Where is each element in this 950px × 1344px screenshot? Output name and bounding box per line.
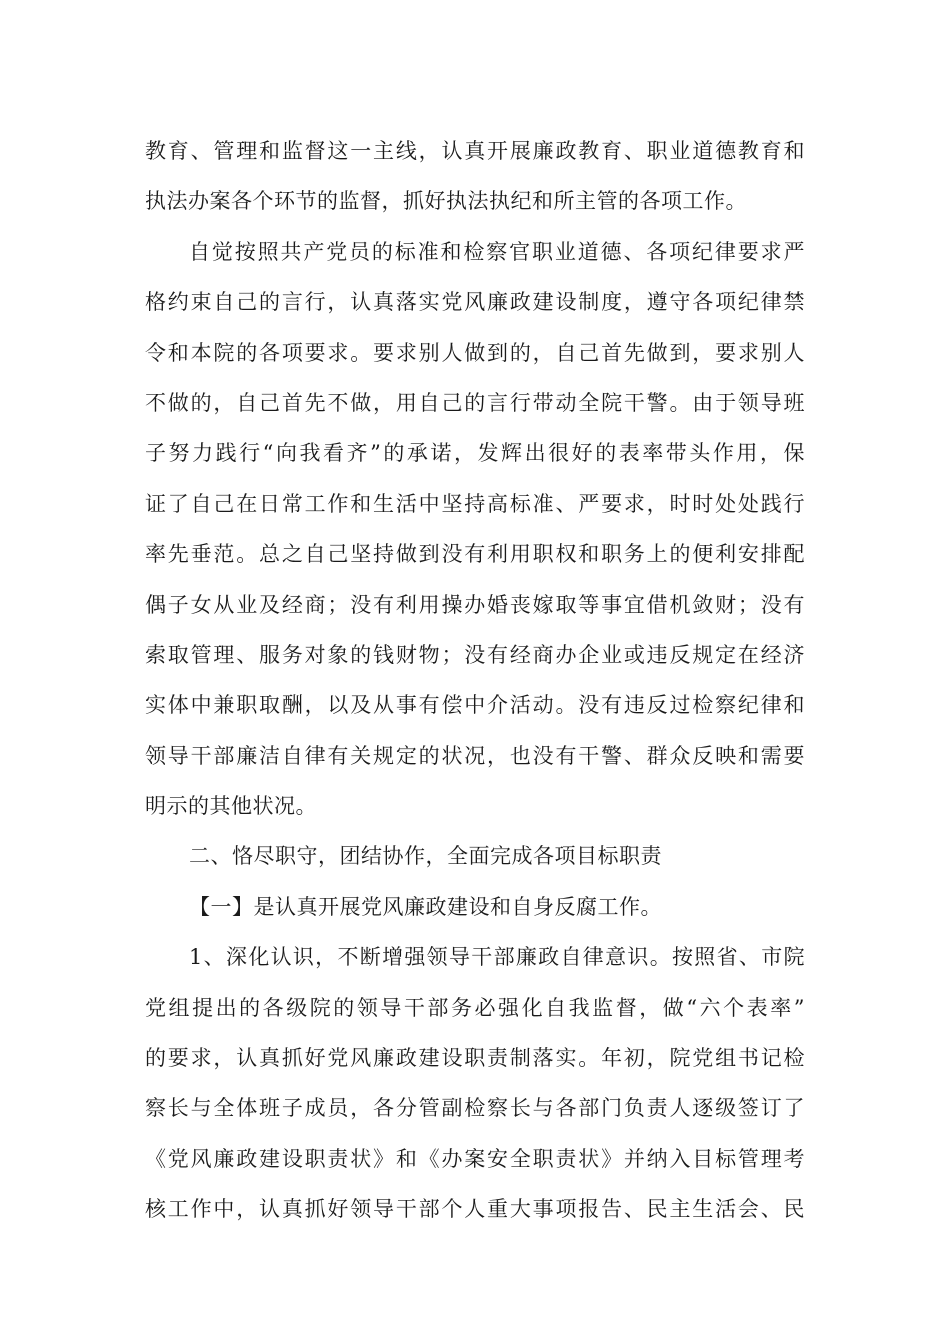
document-body bbox=[145, 126, 805, 1235]
text-line: 不做的，自己首先不做，用自己的言行带动全院干警。由于领导班 bbox=[145, 390, 805, 415]
text-line: 明示的其他状况。 bbox=[145, 794, 317, 819]
text-line: 实体中兼职取酬，以及从事有偿中介活动。没有违反过检察纪律和 bbox=[145, 693, 805, 718]
text-line: 教育、管理和监督这一主线，认真开展廉政教育、职业道德教育和 bbox=[145, 139, 805, 163]
text-line: 的要求，认真抓好党风廉政建设职责制落实。年初，院党组书记检 bbox=[145, 1046, 805, 1071]
text-line: 率先垂范。总之自己坚持做到没有利用职权和职务上的便利安排配 bbox=[145, 542, 805, 567]
text-line: 证了自己在日常工作和生活中坚持高标准、严要求，时时处处践行 bbox=[145, 491, 805, 516]
text-line: 执法办案各个环节的监督，抓好执法执纪和所主管的各项工作。 bbox=[145, 189, 747, 214]
text-line: 自觉按照共产党员的标准和检察官职业道德、各项纪律要求严 bbox=[189, 239, 805, 264]
text-line: 党组提出的各级院的领导干部务必强化自我监督，做“六个表率” bbox=[145, 995, 805, 1020]
text-line: 格约束自己的言行，认真落实党风廉政建设制度，遵守各项纪律禁 bbox=[145, 290, 805, 315]
text-line: 【一】是认真开展党风廉政建设和自身反腐工作。 bbox=[189, 894, 662, 919]
text-line: 二、恪尽职守，团结协作，全面完成各项目标职责 bbox=[189, 844, 662, 869]
text-line: 《党风廉政建设职责状》和《办案安全职责状》并纳入目标管理考 bbox=[145, 1146, 805, 1171]
text-line: 领导干部廉洁自律有关规定的状况，也没有干警、群众反映和需要 bbox=[145, 743, 805, 768]
text-line: 令和本院的各项要求。要求别人做到的，自己首先做到，要求别人 bbox=[145, 340, 805, 365]
text-line: 偶子女从业及经商；没有利用操办婚丧嫁取等事宜借机敛财；没有 bbox=[145, 592, 805, 617]
text-line: 核工作中，认真抓好领导干部个人重大事项报告、民主生活会、民 bbox=[145, 1197, 805, 1222]
text-line: 子努力践行“向我看齐”的承诺，发辉出很好的表率带头作用，保 bbox=[145, 441, 805, 466]
text-line: 1、深化认识，不断增强领导干部廉政自律意识。按照省、市院 bbox=[189, 945, 805, 970]
text-line: 察长与全体班子成员，各分管副检察长与各部门负责人逐级签订了 bbox=[145, 1096, 805, 1121]
text-line: 索取管理、服务对象的钱财物；没有经商办企业或违反规定在经济 bbox=[145, 642, 805, 667]
